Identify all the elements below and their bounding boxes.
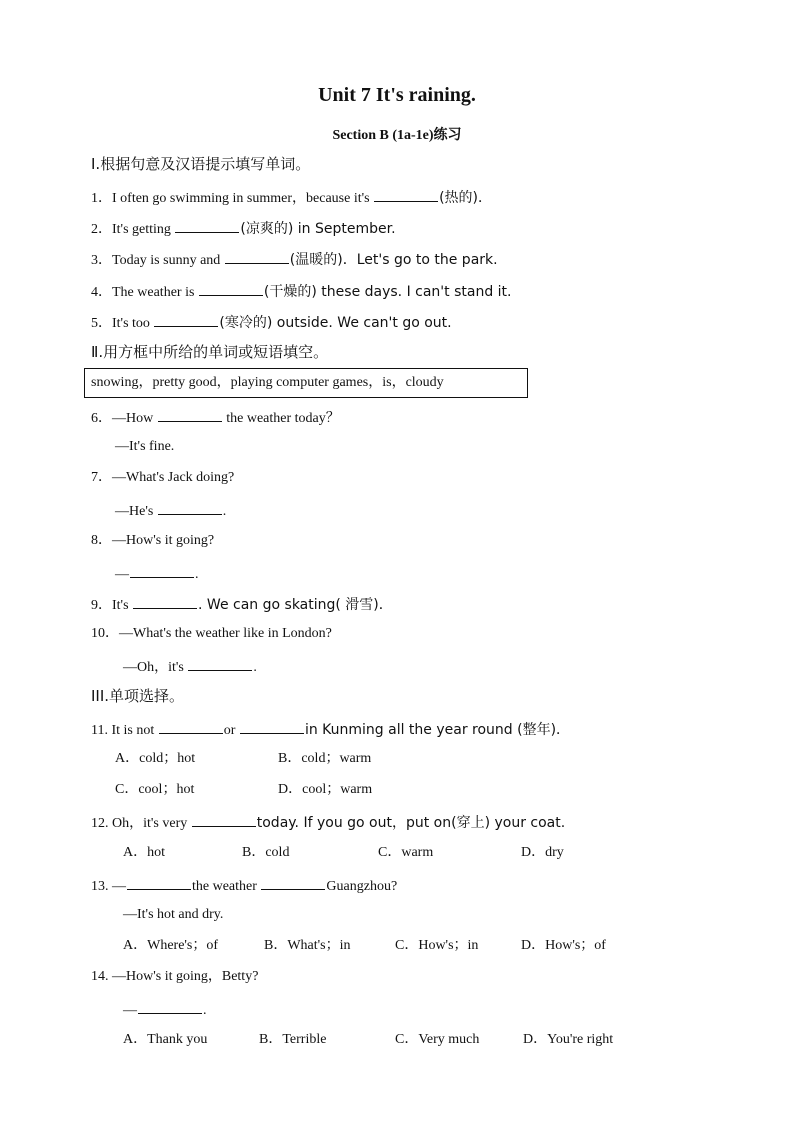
answer-blank[interactable] bbox=[199, 280, 263, 296]
question-number: 2． bbox=[91, 222, 112, 237]
answer-line-10 bbox=[123, 655, 257, 678]
answer-blank[interactable] bbox=[138, 998, 202, 1014]
option-b[interactable]: B．cold；warm bbox=[278, 751, 372, 766]
answer-line-8 bbox=[115, 562, 199, 585]
answer-suffix: . bbox=[253, 660, 257, 675]
question-text: Oh，it's very bbox=[112, 816, 191, 831]
question-number: 1． bbox=[91, 191, 112, 206]
question-number: 13. bbox=[91, 879, 112, 894]
question-4 bbox=[91, 280, 512, 303]
word-box: snowing，pretty good，playing computer games，is，cloudy bbox=[84, 368, 528, 398]
option-d[interactable]: D．cool；warm bbox=[278, 782, 373, 797]
question-hint: (温暖的)．Let's go to the park. bbox=[289, 252, 498, 268]
question-text: It's getting bbox=[112, 222, 175, 237]
question-number: 6． bbox=[91, 411, 112, 426]
answer-prefix: —Oh，it's bbox=[123, 660, 188, 675]
question-hint: (寒冷的) outside. We can't go out. bbox=[219, 315, 452, 331]
question-number: 14. bbox=[91, 969, 112, 984]
question-6 bbox=[91, 406, 340, 429]
question-8 bbox=[91, 531, 214, 551]
answer-line-6: —It's fine. bbox=[115, 439, 175, 454]
question-text-post: Guangzhou? bbox=[326, 879, 398, 894]
question-text-mid: or bbox=[223, 723, 239, 738]
question-3 bbox=[91, 248, 498, 271]
question-10 bbox=[91, 624, 332, 644]
question-12 bbox=[91, 811, 565, 834]
answer-line-14 bbox=[123, 998, 207, 1021]
answer-suffix: . bbox=[195, 567, 199, 582]
question-number: 12. bbox=[91, 816, 112, 831]
question-text: — bbox=[112, 879, 126, 894]
answer-blank[interactable] bbox=[127, 874, 191, 890]
answer-prefix: — bbox=[123, 1003, 137, 1018]
answer-blank[interactable] bbox=[240, 718, 304, 734]
answer-blank[interactable] bbox=[154, 311, 218, 327]
question-number: 3． bbox=[91, 253, 112, 268]
option-c[interactable]: C．warm bbox=[378, 845, 434, 860]
answer-prefix: —He's bbox=[115, 504, 157, 519]
question-number: 8． bbox=[91, 533, 112, 548]
question-text: —How's it going? bbox=[112, 533, 215, 548]
answer-prefix: — bbox=[115, 567, 129, 582]
answer-suffix: . bbox=[222, 504, 227, 519]
answer-blank[interactable] bbox=[158, 499, 222, 515]
section-heading-1: Ⅰ.根据句意及汉语提示填写单词。 bbox=[91, 155, 311, 173]
answer-blank[interactable] bbox=[225, 248, 289, 264]
answer-blank[interactable] bbox=[175, 217, 239, 233]
question-9 bbox=[91, 593, 393, 616]
question-text: I often go swimming in summer，because it's bbox=[112, 191, 374, 206]
answer-blank[interactable] bbox=[188, 655, 252, 671]
option-b[interactable]: B．What's；in bbox=[264, 938, 351, 953]
question-text: —What's the weather like in London? bbox=[119, 626, 332, 641]
answer-line-13: —It's hot and dry. bbox=[123, 907, 224, 922]
question-text-post: the weather today？ bbox=[222, 411, 340, 426]
section-heading-3: III.单项选择。 bbox=[91, 687, 185, 705]
answer-blank[interactable] bbox=[133, 593, 197, 609]
option-d[interactable]: D．You're right bbox=[523, 1032, 614, 1047]
answer-suffix: . bbox=[203, 1003, 207, 1018]
question-13 bbox=[91, 874, 397, 897]
question-1 bbox=[91, 186, 492, 209]
question-11 bbox=[91, 718, 570, 741]
page-title: Unit 7 It's raining. bbox=[318, 84, 476, 106]
question-2 bbox=[91, 217, 396, 240]
section-heading-2: Ⅱ.用方框中所给的单词或短语填空。 bbox=[91, 343, 329, 361]
answer-blank[interactable] bbox=[130, 562, 194, 578]
option-c[interactable]: C．Very much bbox=[395, 1032, 480, 1047]
answer-line-7 bbox=[115, 499, 226, 522]
option-a[interactable]: A．Where's；of bbox=[123, 938, 219, 953]
answer-blank[interactable] bbox=[374, 186, 438, 202]
answer-blank[interactable] bbox=[261, 874, 325, 890]
question-number: 5． bbox=[91, 316, 112, 331]
answer-blank[interactable] bbox=[158, 406, 222, 422]
answer-blank[interactable] bbox=[159, 718, 223, 734]
question-14 bbox=[91, 967, 258, 987]
question-text: —What's Jack doing? bbox=[112, 470, 235, 485]
question-hint: (干燥的) these days. I can't stand it. bbox=[263, 284, 512, 300]
option-d[interactable]: D．dry bbox=[521, 845, 564, 860]
question-number: 9． bbox=[91, 598, 112, 613]
question-number: 4． bbox=[91, 285, 112, 300]
question-hint: (热的)． bbox=[439, 190, 493, 206]
question-hint: (凉爽的) in September. bbox=[240, 221, 396, 237]
option-b[interactable]: B．Terrible bbox=[259, 1032, 327, 1047]
question-text-post: . We can go skating( 滑雪)． bbox=[198, 597, 393, 613]
option-a[interactable]: A．cold；hot bbox=[115, 751, 196, 766]
question-text: It's too bbox=[112, 316, 154, 331]
question-5 bbox=[91, 311, 452, 334]
page-subtitle: Section B (1a-1e)练习 bbox=[332, 128, 462, 143]
option-a[interactable]: A．Thank you bbox=[123, 1032, 208, 1047]
question-text-post: today. If you go out，put on(穿上) your coat. bbox=[256, 815, 566, 831]
question-number: 10． bbox=[91, 626, 119, 641]
answer-blank[interactable] bbox=[192, 811, 256, 827]
question-text: The weather is bbox=[112, 285, 198, 300]
question-text-post: in Kunming all the year round (整年)． bbox=[304, 722, 571, 738]
question-number: 11. bbox=[91, 723, 112, 738]
option-c[interactable]: C．cool；hot bbox=[115, 782, 195, 797]
question-text-mid: the weather bbox=[192, 879, 261, 894]
option-a[interactable]: A．hot bbox=[123, 845, 165, 860]
question-text: It is not bbox=[111, 723, 158, 738]
question-number: 7． bbox=[91, 470, 112, 485]
option-c[interactable]: C．How's；in bbox=[395, 938, 479, 953]
question-text: It's bbox=[112, 598, 133, 613]
question-text: Today is sunny and bbox=[112, 253, 224, 268]
question-text: —How bbox=[112, 411, 157, 426]
option-b[interactable]: B．cold bbox=[242, 845, 290, 860]
question-text: —How's it going，Betty? bbox=[112, 969, 259, 984]
option-d[interactable]: D．How's；of bbox=[521, 938, 606, 953]
question-7 bbox=[91, 468, 234, 488]
